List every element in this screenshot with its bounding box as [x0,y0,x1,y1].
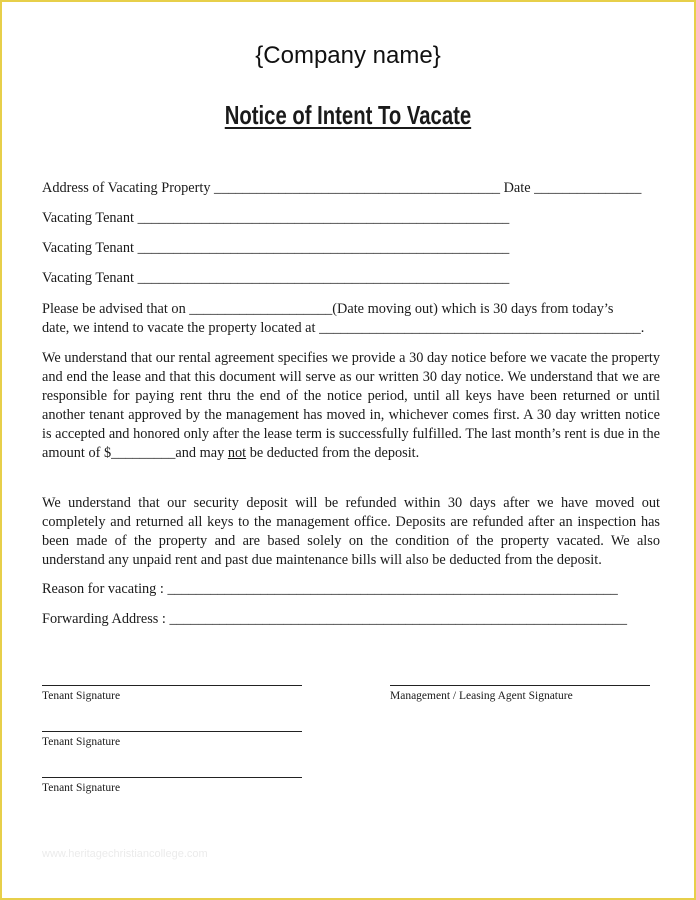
vacating-tenant-field-1[interactable]: Vacating Tenant ____________________________________________________ [42,210,510,226]
property-location-sentence[interactable]: date, we intend to vacate the property located at _____________________________________________. [42,320,645,336]
rental-agreement-paragraph [42,349,660,463]
tenant-signature-label-3: Tenant Signature [42,782,121,794]
rental-agreement-tail: be deducted from the deposit. [246,445,420,461]
move-out-date-sentence[interactable]: Please be advised that on ____________________(Date moving out) which is 30 days from today’s [42,301,614,317]
tenant-signature-line-2[interactable] [42,731,302,732]
document-title [2,100,694,131]
vacating-tenant-field-3[interactable]: Vacating Tenant ____________________________________________________ [42,270,510,286]
watermark: www.heritagechristiancollege.com [42,848,208,860]
reason-for-vacating-field[interactable]: Reason for vacating : _______________________________________________________________ [42,581,618,597]
company-name: {Company name} [255,42,441,69]
tenant-signature-label-2: Tenant Signature [42,736,121,748]
management-signature-line[interactable] [390,685,650,686]
address-date-field[interactable]: Address of Vacating Property ________________________________________ Date _______________ [42,180,642,196]
tenant-signature-line-3[interactable] [42,777,302,778]
rental-agreement-text: We understand that our rental agreement specifies we provide a 30 day notice before we vacate the property and end the lease and that this document will serve as our written 30 day notice. We understand that we are responsible for paying rent thru the end of the notice period, until all keys have been returned or until another tenant approved by the management has moved in, whichever comes first. A 30 day written notice is accepted and honored only after the lease term is successfully fulfilled. The last month’s rent is due in the amount of $_________and may [42,350,660,461]
tenant-signature-label-1: Tenant Signature [42,690,121,702]
management-signature-label: Management / Leasing Agent Signature [390,690,573,702]
forwarding-address-field[interactable]: Forwarding Address : ________________________________________________________________ [42,611,627,627]
document-title-text: Notice of Intent To Vacate [224,100,472,130]
vacating-tenant-field-2[interactable]: Vacating Tenant ____________________________________________________ [42,240,510,256]
not-emphasis: not [227,445,247,461]
tenant-signature-line-1[interactable] [42,685,302,686]
security-deposit-paragraph: We understand that our security deposit will be refunded within 30 days after we have moved out completely and returned all keys to the management office. Deposits are refunded after an inspection has been made of the property and are based solely on the condition of the property vacated. We also understand any unpaid rent and past due maintenance bills will also be deducted from the deposit. [42,495,660,568]
